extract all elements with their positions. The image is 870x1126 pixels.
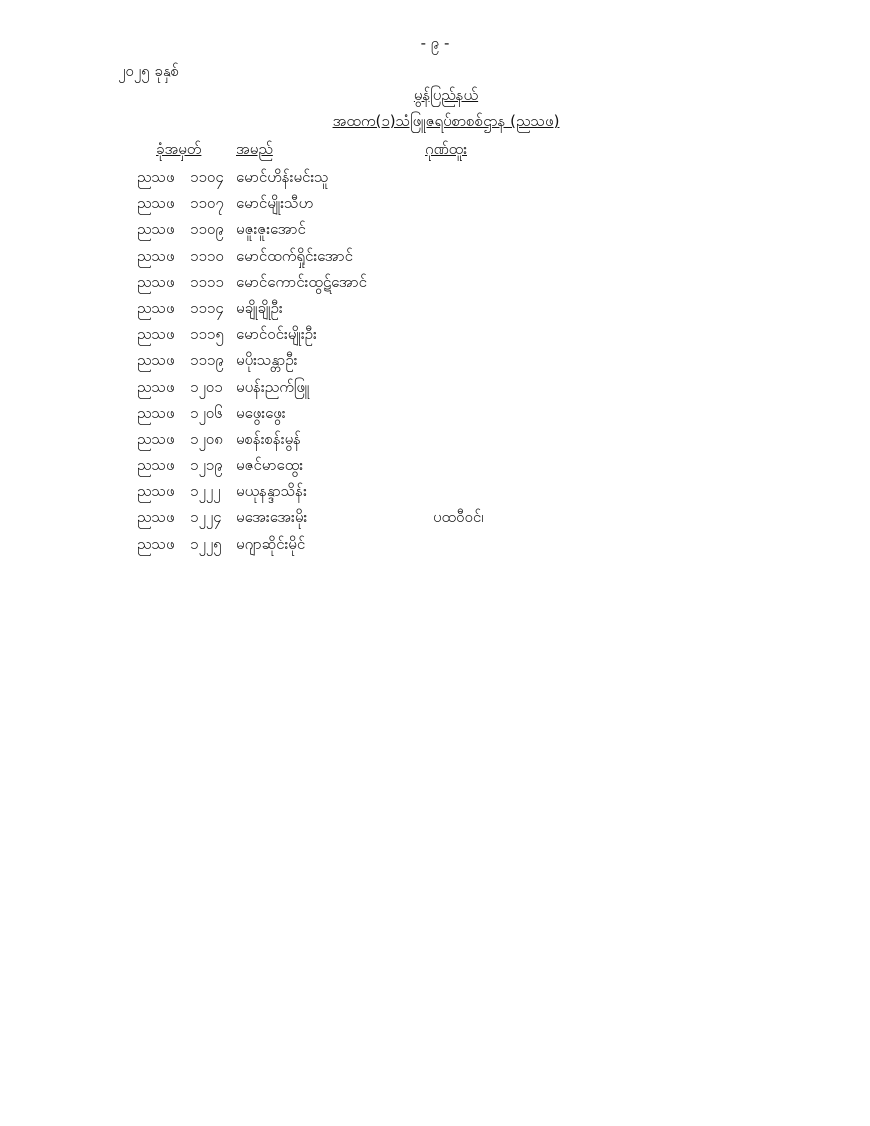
list-item	[0, 378, 870, 404]
list-item	[0, 325, 870, 351]
column-header-distinction: ဂုဏ်ထူး	[425, 140, 467, 158]
student-name: မပိုးသန္တာဦး	[236, 351, 298, 370]
roll-prefix: ညသဖ	[137, 456, 175, 475]
page-number: - ၉ -	[420, 34, 450, 52]
roll-prefix: ညသဖ	[137, 377, 175, 396]
list-item	[0, 430, 870, 456]
roll-number: ၁၂၀၈	[190, 429, 223, 448]
roll-number: ၁၂၂၄	[190, 508, 222, 527]
student-name: မဖွေးဖွေး	[236, 403, 286, 422]
list-item	[0, 508, 870, 534]
region-heading: မွန်ပြည်နယ်	[413, 86, 479, 104]
roll-number: ၁၂၁၉	[190, 456, 223, 475]
list-item	[0, 535, 870, 561]
roll-prefix: ညသဖ	[137, 482, 175, 501]
list-item	[0, 299, 870, 325]
results-list	[0, 168, 870, 561]
exam-year: ၂၀၂၅ ခုနှစ်	[118, 62, 180, 80]
student-name: မချိုချိုဦး	[236, 298, 283, 317]
distinction: ပထဝီဝင်၊	[433, 508, 484, 527]
roll-number: ၁၁၀၇	[190, 194, 224, 213]
roll-number: ၁၂၀၆	[190, 403, 223, 422]
column-header-roll-number: ခုံအမှတ်	[156, 140, 202, 158]
roll-prefix: ညသဖ	[137, 246, 175, 265]
roll-number: ၁၁၁၉	[190, 351, 224, 370]
student-name: မောင်ဝင်းမျိုးဦး	[236, 325, 317, 344]
list-item	[0, 247, 870, 273]
student-name: မဂျာဆိုင်းမိုင်	[236, 534, 306, 553]
exam-center-heading: အထက(၁)သံဖြူဇရပ်စာစစ်ဌာန (ညသဖ)	[332, 112, 560, 130]
list-item	[0, 404, 870, 430]
student-name: မစန်းစန်းမွန်	[236, 429, 301, 448]
roll-prefix: ညသဖ	[137, 194, 175, 213]
student-name: မောင်ကောင်းထွဋ်အောင်	[236, 272, 367, 291]
roll-prefix: ညသဖ	[137, 272, 175, 291]
list-item	[0, 273, 870, 299]
roll-number: ၁၂၀၁	[190, 377, 223, 396]
student-name: မောင်ထက်ရှိုင်းအောင်	[236, 246, 353, 265]
list-item	[0, 220, 870, 246]
list-item	[0, 351, 870, 377]
roll-number: ၁၁၁၀	[190, 246, 224, 265]
roll-number: ၁၂၂၂	[190, 482, 221, 501]
roll-number: ၁၁၀၄	[190, 168, 224, 186]
student-name: မအေးအေးမိုး	[236, 508, 308, 527]
roll-number: ၁၁၁၅	[190, 325, 224, 344]
roll-prefix: ညသဖ	[137, 403, 175, 422]
roll-number: ၁၁၁၄	[190, 298, 224, 317]
roll-prefix: ညသဖ	[137, 325, 175, 344]
student-name: မောင်မျိုးသီဟ	[236, 194, 314, 213]
roll-prefix: ညသဖ	[137, 168, 175, 186]
column-header-name: အမည်	[236, 140, 273, 158]
roll-prefix: ညသဖ	[137, 429, 175, 448]
roll-number: ၁၂၂၅	[190, 534, 222, 553]
student-name: မဇူးဇူးအောင်	[236, 220, 306, 239]
student-name: မပန်းညက်ဖြူ	[236, 377, 310, 396]
list-item	[0, 168, 870, 194]
list-item	[0, 194, 870, 220]
list-item	[0, 456, 870, 482]
list-item	[0, 482, 870, 508]
student-name: မယုနန္ဒာသိန်း	[236, 482, 307, 501]
roll-number: ၁၁၀၉	[190, 220, 224, 239]
roll-prefix: ညသဖ	[137, 220, 175, 239]
roll-prefix: ညသဖ	[137, 534, 175, 553]
student-name: မဇင်မာထွေး	[236, 456, 304, 475]
student-name: မောင်ဟိန်းမင်းသူ	[236, 168, 329, 186]
roll-number: ၁၁၁၁	[190, 272, 224, 291]
roll-prefix: ညသဖ	[137, 508, 175, 527]
roll-prefix: ညသဖ	[137, 351, 175, 370]
roll-prefix: ညသဖ	[137, 298, 175, 317]
